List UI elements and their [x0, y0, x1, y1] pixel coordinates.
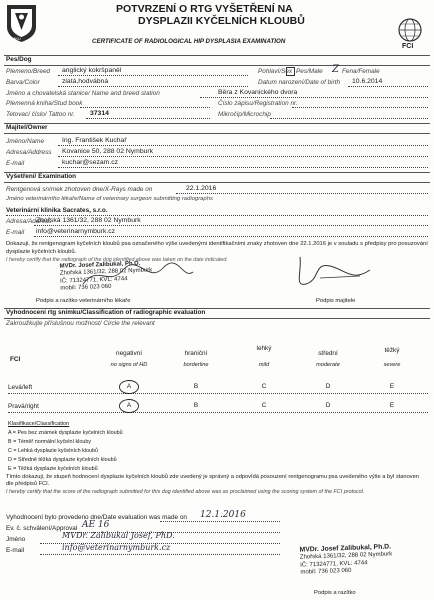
evaluator-email-label: E-mail [6, 547, 25, 554]
vet-address-label: Adresa/Address [6, 218, 52, 225]
xray-date-label: Rentgenová snímek zhotoven dne/X-Rays made on [6, 186, 153, 193]
vet-stamp-line: IČ: 71324771, KVL: 4744 [60, 275, 128, 285]
vet-stamp-line: MVDr. Josef Zalibukal, Ph.D. [59, 260, 141, 270]
col-sub-severe: severe [383, 362, 401, 368]
cmku-logo-label: ČMKU [9, 36, 21, 41]
exam-declaration-en: I hereby certify that the radiograph of the dog identified above was taken on the date indicated. [6, 257, 228, 263]
owner-email-line [58, 167, 428, 168]
owner-section-bar [4, 123, 430, 134]
fci-logo-label: FCI [402, 43, 414, 50]
breed-label: Plemeno/Breed [6, 68, 51, 75]
owner-signature-scribble [290, 252, 380, 292]
clinic-name: Veterinární klinika Sacrates, s.r.o. [6, 207, 108, 214]
exam-declaration: Dokazuji, že rentgenogram kyčelních kloubů psa označeného výše uvedenými identifikačními znaky zhotoven dne 22.1.2016 je v souladu s předpisy pro posuzování dysplazie kyčelních kloubů. [6, 241, 428, 255]
grade-left-b[interactable]: B [193, 383, 199, 390]
vet-email-value: info@veterinarnymburk.cz [36, 228, 116, 235]
xray-date-value: 22.1.2016 [186, 185, 217, 192]
vet-stamp-line: mobil: 736 023 060 [60, 283, 112, 292]
dog-section-bar [4, 55, 430, 66]
male-checkbox[interactable] [286, 67, 295, 76]
vet-address-value: Zhořská 1361/32, 288 02 Nymburk [36, 217, 141, 224]
col-sub-mild: mild [258, 362, 270, 368]
owner-address-line [58, 156, 428, 157]
right-selection-circle [118, 398, 140, 414]
legend-item: E = Těžká dysplazie kyčelních kloubů [8, 466, 98, 472]
tattoo-value: 37314 [90, 110, 109, 117]
col-header-borderline: hraniční [184, 350, 208, 357]
evaluation-date-line [160, 521, 280, 522]
evaluator-email-line [40, 554, 280, 555]
microchip-line [270, 118, 428, 119]
legend-item: A = Pes bez známek dysplazie kyčelních kloubů [8, 430, 123, 436]
evaluator-stamp-line: MVDr. Josef Zalibukal, Ph.D. [299, 543, 392, 554]
owner-name-line [58, 145, 428, 146]
approval-value: AE 16 [82, 520, 110, 530]
left-selection-circle [118, 379, 140, 395]
vet-email-label: E-mail [6, 229, 25, 236]
xray-date-line [176, 193, 428, 194]
owner-email-label: E-mail [6, 160, 25, 167]
grade-right-c[interactable]: C [261, 402, 267, 409]
col-header-moderate: střední [318, 350, 338, 357]
legend-item: D = Středně těžká dysplazie kyčelních kloubů [8, 457, 117, 463]
male-label: Pes/Male [296, 68, 323, 75]
evaluation-confirmation: Tímto dokazuji, že stupeň hodnocení dysplazie kyčelních kloubů zde uvedený je správný a odpovídá posouzení rentgenogramu psa uvedeného výše a byl stanoven dle předpisů FCI. [6, 474, 419, 488]
microchip-label: Mikročip/Microchip [218, 111, 271, 118]
vet-address-line [34, 225, 428, 226]
breed-value: anglický kokršpaněl [62, 67, 122, 74]
evaluation-instruction: Zakroužkujte příslušnou možnost/ Circle the relevant [6, 320, 155, 327]
breed-line [58, 75, 248, 76]
row-label-left: Levá/left [8, 384, 33, 391]
col-sub-borderline: borderline [183, 362, 209, 368]
legend-item: B = Téměř normální kyčelní klouby [8, 439, 92, 445]
dob-label: Datum narození/Date of birth [258, 79, 341, 86]
evaluation-section-title: Vyhodnocení rtg snímku/Classification of radiographic evaluation [6, 309, 206, 316]
grade-right-d[interactable]: D [325, 402, 331, 409]
owner-email-value: kuchar@sezam.cz [62, 159, 119, 166]
owner-signature-caption: Podpis majitele [316, 298, 356, 304]
color-label: Barva/Color [6, 79, 40, 86]
row-left-line [8, 393, 428, 394]
evaluator-stamp [300, 543, 393, 576]
female-check-mark: Z [332, 64, 339, 75]
evaluator-stamp-line: Zhořská 1361/32, 288 02 Nymburk [299, 551, 393, 561]
legend-title: Klasifikace/Classification [8, 421, 70, 427]
evaluator-stamp-line: IČ: 71324771, KVL: 4744 [300, 559, 368, 569]
clinic-line [6, 215, 428, 216]
tattoo-label: Tetovací číslo/ Tattoo nr. [6, 111, 75, 118]
grade-right-e[interactable]: E [389, 402, 395, 409]
grade-right-b[interactable]: B [193, 402, 199, 409]
evaluation-date-label: Vyhodnocení bylo provedeno dne/Date evaluation was made on [6, 514, 187, 521]
dog-section-title: Pes/Dog [6, 56, 32, 63]
reg-line [292, 107, 428, 108]
name-value: Běra z Kovanického dvora [218, 89, 298, 96]
sex-label: Pohlaví/Sex [258, 68, 293, 75]
dob-value: 10.6.2014 [352, 78, 383, 85]
vet-email-line [34, 236, 428, 237]
row-label-right: Pravá/right [8, 403, 39, 410]
vet-name-label: Jméno veterinárního lékaře/Name of veterinary surgeon submitting radiographs [6, 196, 213, 202]
owner-name-label: Jméno/Name [6, 138, 45, 145]
dob-line [348, 86, 428, 87]
evaluator-stamp-line: mobil: 736 023 060 [300, 567, 352, 576]
color-line [58, 86, 248, 87]
owner-name-value: Ing. František Kuchař [62, 137, 127, 144]
grade-left-e[interactable]: E [389, 383, 395, 390]
grade-left-c[interactable]: C [261, 383, 267, 390]
studbook-label: Plemenná kniha/Stud book [6, 100, 83, 107]
grade-left-a[interactable]: A [126, 383, 132, 390]
vet-signature-scribble [78, 262, 198, 290]
col-sub-negative: no signs of HD [110, 362, 148, 368]
reg-label: Číslo zápisu/Registration nr. [218, 100, 298, 107]
title-line-1: POTVRZENÍ O RTG VYŠETŘENÍ NA [116, 3, 293, 15]
evaluator-email-value: info@veterinarnymburk.cz [62, 543, 171, 552]
col-sub-moderate: moderate [316, 362, 340, 368]
vet-stamp-line: Zhořská 1361/32, 288 02 Nymburk [59, 267, 153, 277]
owner-address-label: Adresa/Address [6, 149, 52, 156]
name-line [200, 97, 428, 98]
evaluation-date-value: 12.1.2016 [200, 510, 246, 520]
studbook-line [80, 107, 210, 108]
tattoo-line [86, 118, 210, 119]
fci-row-header: FCI [10, 356, 21, 363]
female-label: Fena/Female [342, 68, 380, 75]
grade-left-d[interactable]: D [325, 383, 331, 390]
row-right-line [8, 412, 428, 413]
col-header-mild: lehký [256, 345, 272, 352]
exam-section-title: Vyšetření/ Examination [6, 173, 77, 180]
evaluator-name-label: Jméno [6, 536, 26, 543]
grade-right-a[interactable]: A [126, 402, 132, 409]
owner-section-title: Majitel/Owner [6, 124, 48, 131]
legend-item: C = Lehká dysplazie kyčelních kloubů [8, 448, 99, 454]
evaluator-signature-caption: Podpis a razítko [314, 590, 356, 596]
color-value: zlatá,hodvábná [62, 78, 109, 85]
approval-label: Ev. č. schválení/Approval [6, 525, 78, 532]
name-label: Jméno a chovatelská stanice/ Name and breed station [6, 90, 160, 97]
col-header-negative: negativní [116, 350, 142, 357]
evaluator-name-value: MVDr. Zalibukal Josef, PhD. [62, 531, 175, 540]
evaluation-confirmation-en: I hereby certify that the score of the radiograph submitted for this dog identified above was as proclaimed using the scoring system of the FCI protocol. [6, 489, 365, 495]
title-line-2: DYSPLAZII KYČELNÍCH KLOUBŮ [138, 15, 305, 27]
col-header-severe: těžký [384, 347, 400, 354]
vet-signature-caption: Podpis a razítko veterinárního lékaře [36, 298, 131, 304]
owner-address-value: Kovanice 50, 288 02 Nymburk [62, 148, 154, 155]
subtitle: CERTIFICATE OF RADIOLOGICAL HIP DYSPLASIA EXAMINATION [92, 38, 286, 45]
